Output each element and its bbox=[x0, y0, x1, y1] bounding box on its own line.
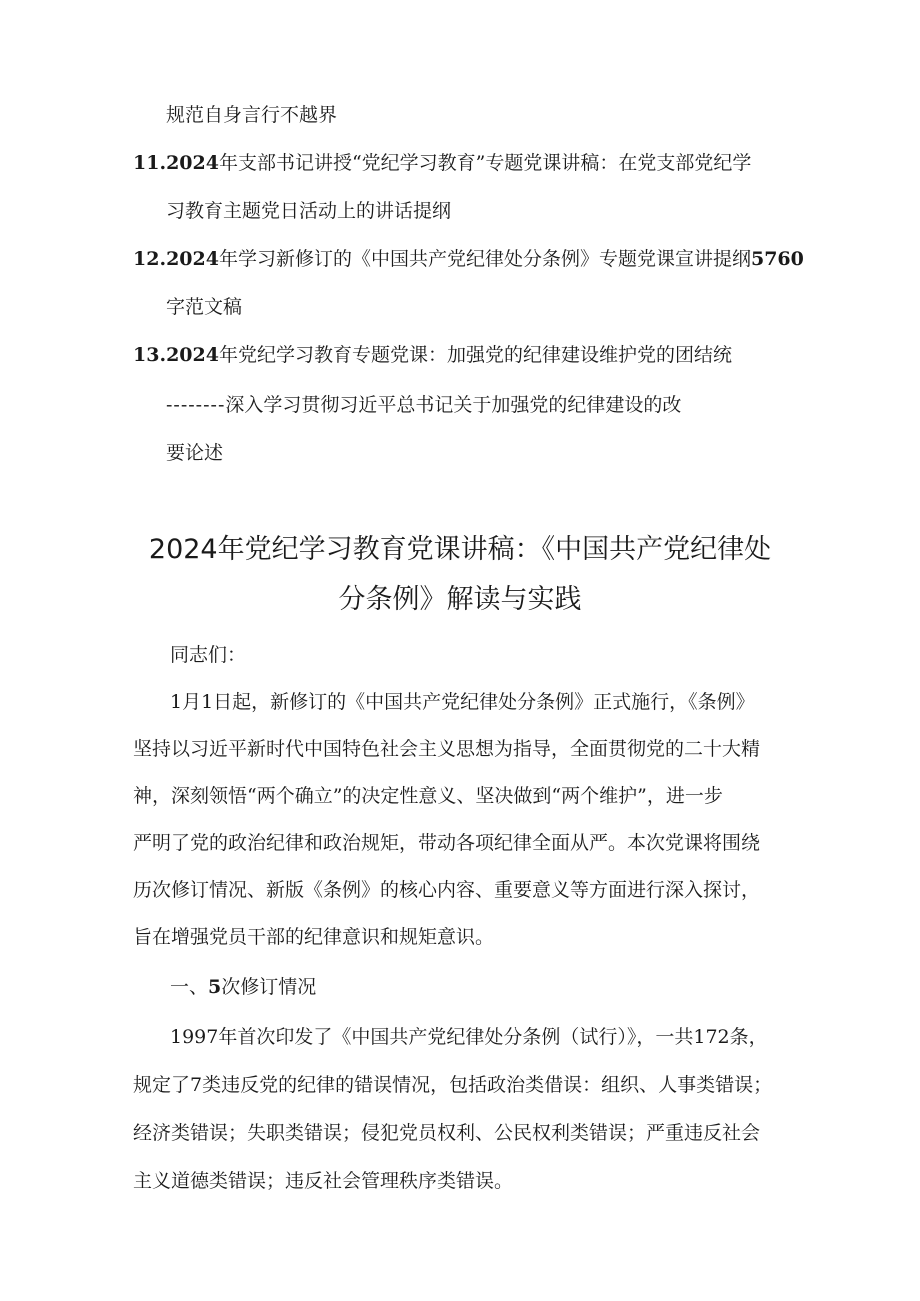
toc-item-number: 13. bbox=[133, 344, 167, 366]
toc-item-title: 年学习新修订的《中国共产党纪律处分条例》专题党课宣讲提纲 bbox=[218, 248, 751, 270]
paragraph-2-line: 规定了7类违反党的纪律的错误情况，包括政治类借误：组织、人事类错误； bbox=[133, 1074, 773, 1096]
paragraph-2-line: 1997年首次印发了《中国共产党纪律处分条例（试行）》，一共172条， bbox=[170, 1026, 768, 1048]
toc-item-title: 年党纪学习教育专题党课：加强党的纪律建设维护党的团结统 bbox=[218, 344, 732, 366]
toc-item-13-subtitle bbox=[166, 392, 681, 418]
toc-item-12-continuation: 字范文稿 bbox=[166, 296, 243, 318]
salutation: 同志们： bbox=[170, 644, 247, 666]
toc-item-12[interactable] bbox=[133, 246, 804, 272]
toc-item-11[interactable] bbox=[133, 150, 751, 176]
toc-item-10-continuation: 规范自身言行不越界 bbox=[166, 104, 338, 126]
toc-dash-separator: -------- bbox=[166, 394, 226, 416]
paragraph-1-line: 旨在增强党员干部的纪律意识和规矩意识。 bbox=[133, 926, 495, 948]
section-text: 次修订情况 bbox=[221, 976, 317, 998]
paragraph-1-line: 神，深刻领悟“两个确立”的决定性意义、坚决做到“两个维护”，进一步 bbox=[133, 785, 723, 807]
toc-item-word-count: 5760 bbox=[750, 248, 804, 270]
toc-item-13-continuation: 要论述 bbox=[166, 442, 224, 464]
paragraph-1-line: 历次修订情况、新版《条例》的核心内容、重要意义等方面进行深入探讨， bbox=[133, 879, 761, 901]
paragraph-1-line: 1月1日起，新修订的《中国共产党纪律处分条例》正式施行，《条例》 bbox=[170, 691, 755, 713]
paragraph-1-line: 严明了党的政治纪律和政治规矩，带动各项纪律全面从严。本次党课将围绕 bbox=[133, 832, 761, 854]
toc-item-year: 2024 bbox=[166, 344, 219, 366]
toc-item-year: 2024 bbox=[166, 152, 219, 174]
section-heading bbox=[170, 974, 316, 1000]
toc-item-number: 11. bbox=[133, 152, 167, 174]
section-number: 5 bbox=[208, 976, 222, 998]
paragraph-2-line: 主义道德类错误；违反社会管理秩序类错误。 bbox=[133, 1170, 514, 1192]
paragraph-1-line: 坚持以习近平新时代中国特色社会主义思想为指导，全面贯彻党的二十大精 bbox=[133, 738, 761, 760]
section-prefix: 一、 bbox=[170, 976, 209, 998]
article-title-line-2: 分条例》解读与实践 bbox=[338, 584, 582, 615]
article-title-line-1: 2024年党纪学习教育党课讲稿：《中国共产党纪律处 bbox=[148, 534, 772, 565]
paragraph-2-line: 经济类错误；失职类错误；侵犯党员权利、公民权利类错误；严重违反社会 bbox=[133, 1122, 761, 1144]
toc-item-11-continuation: 习教育主题党日活动上的讲话提纲 bbox=[166, 200, 452, 222]
toc-item-title: 年支部书记讲授“党纪学习教育”专题党课讲稿：在党支部党纪学 bbox=[218, 152, 752, 174]
toc-item-13[interactable] bbox=[133, 342, 732, 368]
toc-subtitle-text: 深入学习贯彻习近平总书记关于加强党的纪律建设的改 bbox=[225, 394, 682, 416]
toc-item-number: 12. bbox=[133, 248, 167, 270]
toc-item-year: 2024 bbox=[166, 248, 219, 270]
